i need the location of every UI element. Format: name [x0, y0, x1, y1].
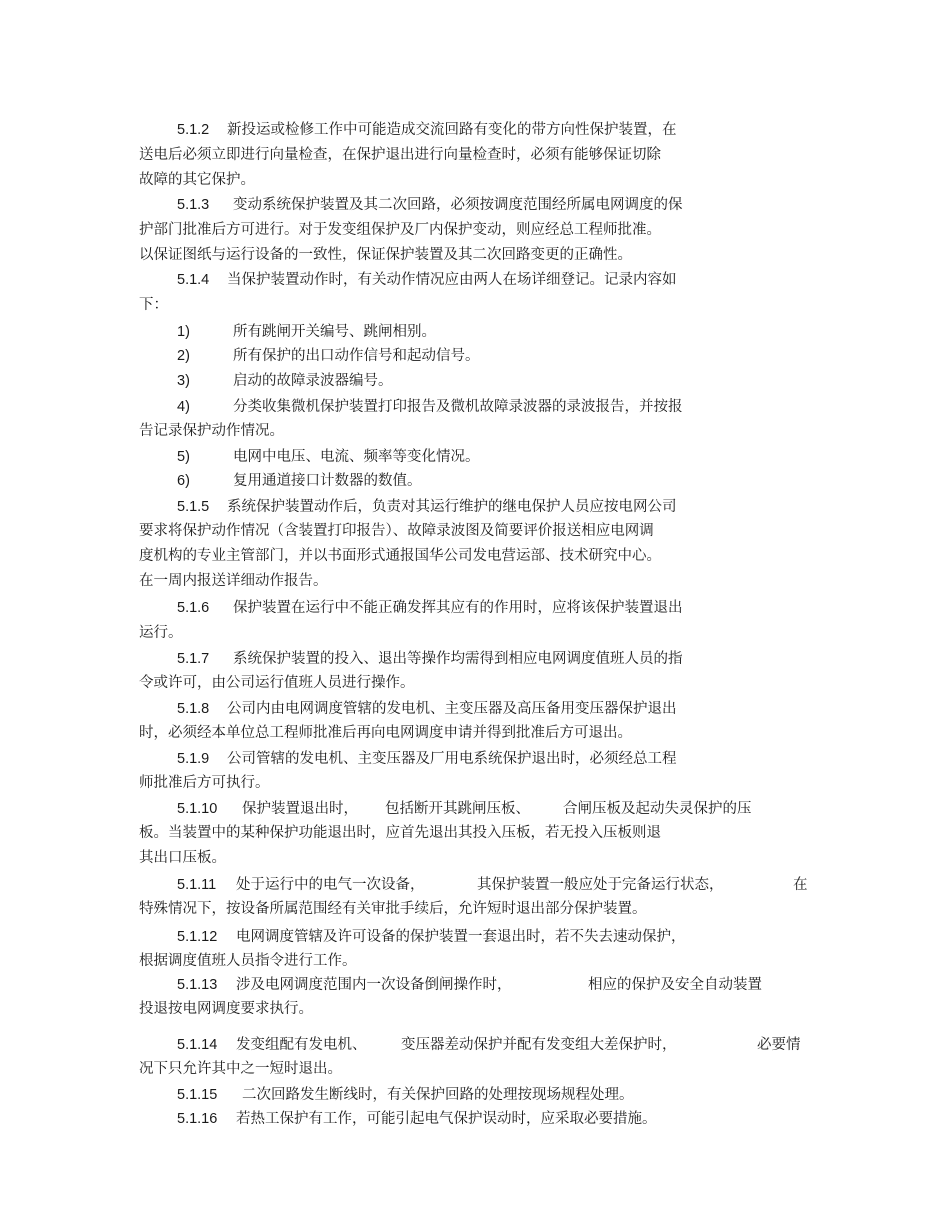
clause-number: 5.1.16: [177, 1111, 218, 1127]
paragraph-line: 保护装置退出时，: [242, 801, 358, 817]
clause-number: 5.1.9: [177, 751, 210, 767]
paragraph-line: 投退按电网调度要求执行。: [139, 1001, 313, 1017]
clause-number: 5.1.10: [177, 801, 218, 817]
list-item-text: 分类收集微机保护装置打印报告及微机故障录波器的录波报告，并按报: [233, 399, 683, 415]
paragraph-line: 护部门批准后方可进行。对于发变组保护及厂内保护变动，则应经总工程师批准。: [139, 222, 661, 238]
paragraph-line: 运行。: [139, 625, 183, 641]
paragraph-line: 包括断开其跳闸压板、: [385, 801, 530, 817]
clause-number: 5.1.4: [177, 272, 210, 288]
clause-number: 5.1.14: [177, 1037, 218, 1053]
clause-number: 5.1.7: [177, 651, 210, 667]
paragraph-line: 发变组配有发电机、: [236, 1037, 367, 1053]
list-item-number: 3): [177, 373, 190, 389]
paragraph-line: 若热工保护有工作，可能引起电气保护误动时，应采取必要措施。: [236, 1111, 657, 1127]
paragraph-line: 新投运或检修工作中可能造成交流回路有变化的带方向性保护装置，在: [227, 122, 677, 138]
paragraph-line: 师批准后方可执行。: [139, 775, 270, 791]
paragraph-line: 其出口压板。: [139, 850, 226, 866]
paragraph-line: 系统保护装置动作后，负责对其运行维护的继电保护人员应按电网公司: [227, 499, 677, 515]
clause-number: 5.1.13: [177, 977, 218, 993]
paragraph-line: 处于运行中的电气一次设备，: [236, 877, 425, 893]
paragraph-line: 二次回路发生断线时，有关保护回路的处理按现场规程处理。: [242, 1087, 634, 1103]
paragraph-line: 相应的保护及安全自动装置: [588, 977, 762, 993]
paragraph-line: 度机构的专业主管部门，并以书面形式通报国华公司发电营运部、技术研究中心。: [139, 548, 661, 564]
paragraph-line: 板。当装置中的某种保护功能退出时，应首先退出其投入压板，若无投入压板则退: [139, 825, 661, 841]
paragraph-line: 必要情: [757, 1037, 801, 1053]
list-item-text: 所有跳闸开关编号、跳闸相别。: [233, 324, 436, 340]
clause-number: 5.1.3: [177, 197, 210, 213]
paragraph-line: 以保证图纸与运行设备的一致性，保证保护装置及其二次回路变更的正确性。: [139, 247, 632, 263]
list-item-number: 6): [177, 473, 190, 489]
paragraph-line: 在: [793, 877, 808, 893]
clause-number: 5.1.2: [177, 122, 210, 138]
list-item-number: 2): [177, 348, 190, 364]
paragraph-line: 况下只允许其中之一短时退出。: [139, 1061, 342, 1077]
clause-number: 5.1.11: [177, 877, 217, 893]
paragraph-line: 在一周内报送详细动作报告。: [139, 573, 328, 589]
paragraph-line: 下：: [139, 297, 168, 313]
list-item-text: 所有保护的出口动作信号和起动信号。: [233, 348, 480, 364]
paragraph-line: 送电后必须立即进行向量检查，在保护退出进行向量检查时，必须有能够保证切除: [139, 147, 661, 163]
paragraph-line: 根据调度值班人员指令进行工作。: [139, 953, 357, 969]
paragraph-line: 当保护装置动作时，有关动作情况应由两人在场详细登记。记录内容如: [227, 272, 677, 288]
paragraph-line: 保护装置在运行中不能正确发挥其应有的作用时，应将该保护装置退出: [233, 600, 683, 616]
paragraph-line: 涉及电网调度范围内一次设备倒闸操作时，: [236, 977, 512, 993]
paragraph-line: 电网调度管辖及许可设备的保护装置一套退出时，若不失去速动保护，: [236, 929, 686, 945]
clause-number: 5.1.6: [177, 600, 210, 616]
list-item-number: 4): [177, 399, 190, 415]
paragraph-line: 变压器差动保护并配有发变组大差保护时，: [401, 1037, 677, 1053]
paragraph-line: 系统保护装置的投入、退出等操作均需得到相应电网调度值班人员的指: [233, 651, 683, 667]
paragraph-line: 其保护装置一般应处于完备运行状态，: [477, 877, 724, 893]
clause-number: 5.1.12: [177, 929, 218, 945]
paragraph-line: 特殊情况下，按设备所属范围经有关审批手续后，允许短时退出部分保护装置。: [139, 901, 647, 917]
list-item-text: 启动的故障录波器编号。: [233, 373, 393, 389]
list-item-text: 电网中电压、电流、频率等变化情况。: [233, 449, 480, 465]
paragraph-line: 合闸压板及起动失灵保护的压: [563, 801, 752, 817]
paragraph-line: 公司管辖的发电机、主变压器及厂用电系统保护退出时，必须经总工程: [227, 751, 677, 767]
paragraph-line: 时，必须经本单位总工程师批准后再向电网调度申请并得到批准后方可退出。: [139, 725, 632, 741]
clause-number: 5.1.5: [177, 499, 210, 515]
paragraph-line: 要求将保护动作情况（含装置打印报告）、故障录波图及简要评价报送相应电网调: [139, 523, 654, 539]
list-item-text: 复用通道接口计数器的数值。: [233, 473, 422, 489]
paragraph-line: 故障的其它保护。: [139, 172, 255, 188]
clause-number: 5.1.15: [177, 1087, 218, 1103]
paragraph-line: 令或许可，由公司运行值班人员进行操作。: [139, 675, 415, 691]
list-item-number: 1): [177, 324, 190, 340]
paragraph-line: 公司内由电网调度管辖的发电机、主变压器及高压备用变压器保护退出: [227, 701, 677, 717]
clause-number: 5.1.8: [177, 701, 210, 717]
paragraph-line: 变动系统保护装置及其二次回路，必须按调度范围经所属电网调度的保: [233, 197, 683, 213]
list-item-number: 5): [177, 449, 190, 465]
list-item-text: 告记录保护动作情况。: [139, 423, 284, 439]
